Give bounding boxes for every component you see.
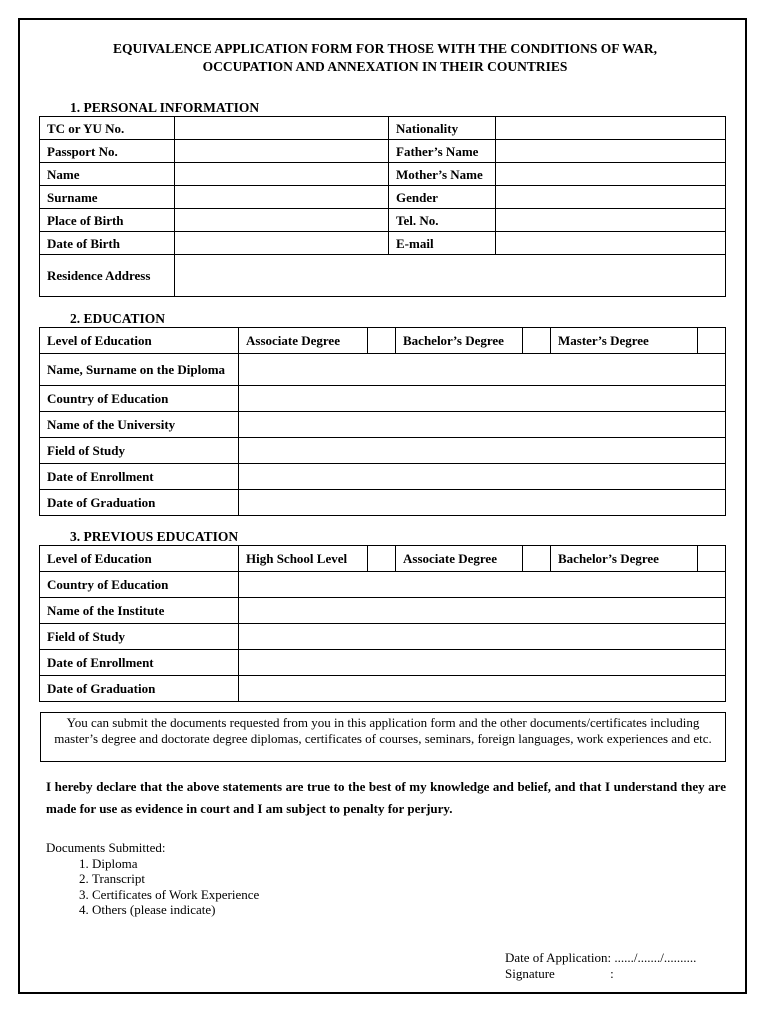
form-title bbox=[40, 40, 730, 76]
checkbox-masters-degree[interactable] bbox=[698, 328, 726, 354]
label-diploma-name: Name, Surname on the Diploma bbox=[40, 354, 239, 386]
label-mothers-name: Mother’s Name bbox=[389, 163, 496, 186]
document-item: 3. Certificates of Work Experience bbox=[92, 887, 259, 903]
checkbox-prev-bachelors-degree[interactable] bbox=[698, 546, 726, 572]
option-prev-bachelors-degree: Bachelor’s Degree bbox=[551, 546, 698, 572]
input-prev-date-of-graduation[interactable] bbox=[239, 676, 726, 702]
input-field-of-study[interactable] bbox=[239, 438, 726, 464]
section-education-heading: 2. EDUCATION bbox=[70, 311, 166, 326]
input-prev-field-of-study[interactable] bbox=[239, 624, 726, 650]
input-date-of-birth[interactable] bbox=[175, 232, 389, 255]
label-country-of-education: Country of Education bbox=[40, 386, 239, 412]
form-title-line-2: OCCUPATION AND ANNEXATION IN THEIR COUNTRIES bbox=[202, 59, 568, 74]
label-tc-no: TC or YU No. bbox=[40, 117, 175, 140]
label-email: E-mail bbox=[389, 232, 496, 255]
option-high-school-level: High School Level bbox=[239, 546, 368, 572]
label-passport-no: Passport No. bbox=[40, 140, 175, 163]
form-title-line-1: EQUIVALENCE APPLICATION FORM FOR THOSE WITH THE CONDITIONS OF WAR, bbox=[112, 41, 658, 56]
signature-block bbox=[505, 950, 696, 981]
input-date-of-enrollment[interactable] bbox=[239, 464, 726, 490]
label-fathers-name: Father’s Name bbox=[389, 140, 496, 163]
document-item: 1. Diploma bbox=[92, 856, 259, 872]
input-tc-no[interactable] bbox=[175, 117, 389, 140]
education-table bbox=[39, 327, 726, 516]
input-mothers-name[interactable] bbox=[496, 163, 726, 186]
label-prev-date-of-graduation: Date of Graduation bbox=[40, 676, 239, 702]
label-university-name: Name of the University bbox=[40, 412, 239, 438]
input-email[interactable] bbox=[496, 232, 726, 255]
section-personal-heading: 1. PERSONAL INFORMATION bbox=[70, 100, 260, 115]
checkbox-prev-associate-degree[interactable] bbox=[523, 546, 551, 572]
option-associate-degree: Associate Degree bbox=[239, 328, 368, 354]
input-prev-date-of-enrollment[interactable] bbox=[239, 650, 726, 676]
label-residence-address: Residence Address bbox=[40, 255, 175, 297]
option-bachelors-degree: Bachelor’s Degree bbox=[396, 328, 523, 354]
documents-submitted bbox=[46, 840, 259, 918]
input-name[interactable] bbox=[175, 163, 389, 186]
label-gender: Gender bbox=[389, 186, 496, 209]
label-name: Name bbox=[40, 163, 175, 186]
input-tel-no[interactable] bbox=[496, 209, 726, 232]
option-prev-associate-degree: Associate Degree bbox=[396, 546, 523, 572]
label-date-of-enrollment: Date of Enrollment bbox=[40, 464, 239, 490]
label-tel-no: Tel. No. bbox=[389, 209, 496, 232]
label-prev-date-of-enrollment: Date of Enrollment bbox=[40, 650, 239, 676]
label-nationality: Nationality bbox=[389, 117, 496, 140]
input-university-name[interactable] bbox=[239, 412, 726, 438]
label-prev-level-of-education: Level of Education bbox=[40, 546, 239, 572]
document-item: 2. Transcript bbox=[92, 871, 259, 887]
label-place-of-birth: Place of Birth bbox=[40, 209, 175, 232]
input-fathers-name[interactable] bbox=[496, 140, 726, 163]
personal-info-table bbox=[39, 116, 726, 297]
checkbox-associate-degree[interactable] bbox=[368, 328, 396, 354]
label-institute-name: Name of the Institute bbox=[40, 598, 239, 624]
label-prev-country-of-education: Country of Education bbox=[40, 572, 239, 598]
section-previous-education-heading: 3. PREVIOUS EDUCATION bbox=[70, 529, 239, 544]
option-masters-degree: Master’s Degree bbox=[551, 328, 698, 354]
input-prev-country-of-education[interactable] bbox=[239, 572, 726, 598]
declaration-text: I hereby declare that the above statements are true to the best of my knowledge and belief, and that I understand they are made for use as evidence in court and I am subject to penalty for perjury. bbox=[46, 779, 726, 816]
documents-notice: You can submit the documents requested from you in this application form and the other documents/certificates including master’s degree and doctorate degree diplomas, certificates of courses, seminars, foreign languages, work experiences and etc. bbox=[40, 712, 726, 762]
input-surname[interactable] bbox=[175, 186, 389, 209]
documents-heading: Documents Submitted: bbox=[46, 840, 166, 855]
date-of-application: Date of Application: ....../......./.......... bbox=[505, 950, 697, 965]
label-date-of-graduation: Date of Graduation bbox=[40, 490, 239, 516]
label-level-of-education: Level of Education bbox=[40, 328, 239, 354]
input-gender[interactable] bbox=[496, 186, 726, 209]
label-surname: Surname bbox=[40, 186, 175, 209]
previous-education-table bbox=[39, 545, 726, 702]
document-item: 4. Others (please indicate) bbox=[92, 902, 259, 918]
input-country-of-education[interactable] bbox=[239, 386, 726, 412]
input-passport-no[interactable] bbox=[175, 140, 389, 163]
input-date-of-graduation[interactable] bbox=[239, 490, 726, 516]
documents-list bbox=[46, 856, 259, 918]
input-institute-name[interactable] bbox=[239, 598, 726, 624]
input-place-of-birth[interactable] bbox=[175, 209, 389, 232]
input-diploma-name[interactable] bbox=[239, 354, 726, 386]
label-date-of-birth: Date of Birth bbox=[40, 232, 175, 255]
input-residence-address[interactable] bbox=[175, 255, 726, 297]
signature-line: Signature : bbox=[505, 965, 614, 981]
checkbox-high-school-level[interactable] bbox=[368, 546, 396, 572]
label-prev-field-of-study: Field of Study bbox=[40, 624, 239, 650]
checkbox-bachelors-degree[interactable] bbox=[523, 328, 551, 354]
label-field-of-study: Field of Study bbox=[40, 438, 239, 464]
input-nationality[interactable] bbox=[496, 117, 726, 140]
